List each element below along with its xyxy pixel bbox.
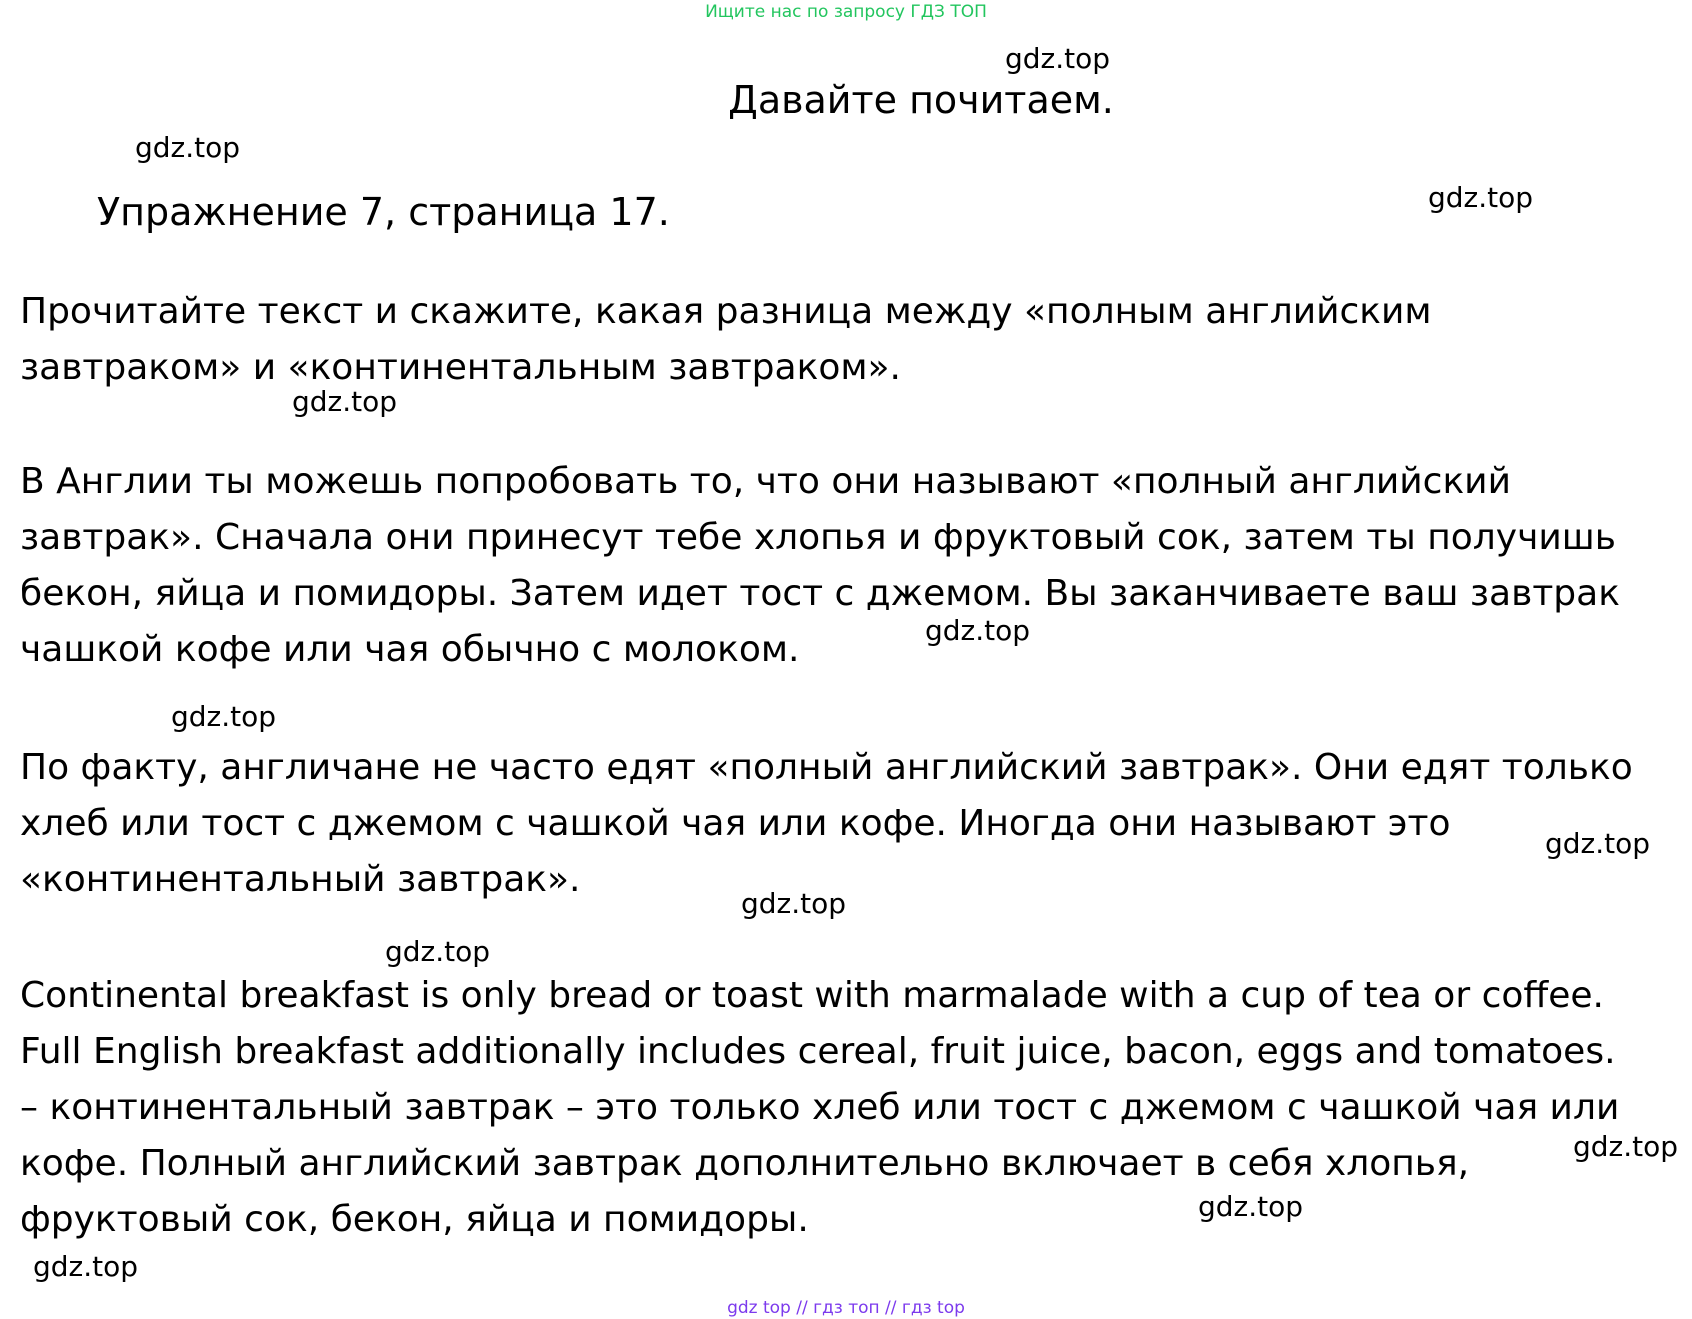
text-line: чашкой кофе или чая обычно с молоком. (20, 629, 800, 670)
text-line: Прочитайте текст и скажите, какая разница между «полным английским (20, 291, 1432, 332)
watermark: gdz.top (135, 131, 241, 164)
text-line: – континентальный завтрак – это только хлеб или тост с джемом с чашкой чая или (20, 1087, 1620, 1128)
text-line: Full English breakfast additionally includes cereal, fruit juice, bacon, eggs and tomatoes. (20, 1031, 1616, 1072)
text-line: «континентальный завтрак». (20, 859, 581, 900)
text-line: Continental breakfast is only bread or toast with marmalade with a cup of tea or coffee. (20, 975, 1604, 1016)
exercise-heading: Упражнение 7, страница 17. (97, 190, 670, 234)
watermark: gdz.top (292, 385, 398, 418)
bottom-banner: gdz top // гдз топ // гдз top (727, 1298, 965, 1318)
watermark: gdz.top (925, 614, 1031, 647)
text-line: бекон, яйца и помидоры. Затем идет тост с джемом. Вы заканчиваете ваш завтрак (20, 573, 1620, 614)
text-line: хлеб или тост с джемом с чашкой чая или кофе. Иногда они называют это (20, 803, 1451, 844)
watermark: gdz.top (1005, 42, 1111, 75)
watermark: gdz.top (385, 935, 491, 968)
paragraph-2 (20, 740, 1633, 908)
text-line: В Англии ты можешь попробовать то, что они называют «полный английский (20, 461, 1511, 502)
text-line: фруктовый сок, бекон, яйца и помидоры. (20, 1199, 809, 1240)
task-text (20, 284, 1432, 396)
text-line: По факту, англичане не часто едят «полный английский завтрак». Они едят только (20, 747, 1633, 788)
top-banner: Ищите нас по запросу ГДЗ ТОП (705, 2, 987, 22)
watermark: gdz.top (1573, 1130, 1679, 1163)
page-title: Давайте почитаем. (728, 78, 1114, 122)
watermark: gdz.top (741, 887, 847, 920)
paragraph-1 (20, 454, 1620, 678)
text-line: кофе. Полный английский завтрак дополнительно включает в себя хлопья, (20, 1143, 1470, 1184)
watermark: gdz.top (1428, 181, 1534, 214)
watermark: gdz.top (171, 700, 277, 733)
watermark: gdz.top (1198, 1190, 1304, 1223)
watermark: gdz.top (33, 1250, 139, 1283)
answer-text (20, 968, 1619, 1248)
text-line: завтрак». Сначала они принесут тебе хлопья и фруктовый сок, затем ты получишь (20, 517, 1616, 558)
text-line: завтраком» и «континентальным завтраком». (20, 347, 901, 388)
watermark: gdz.top (1545, 827, 1651, 860)
